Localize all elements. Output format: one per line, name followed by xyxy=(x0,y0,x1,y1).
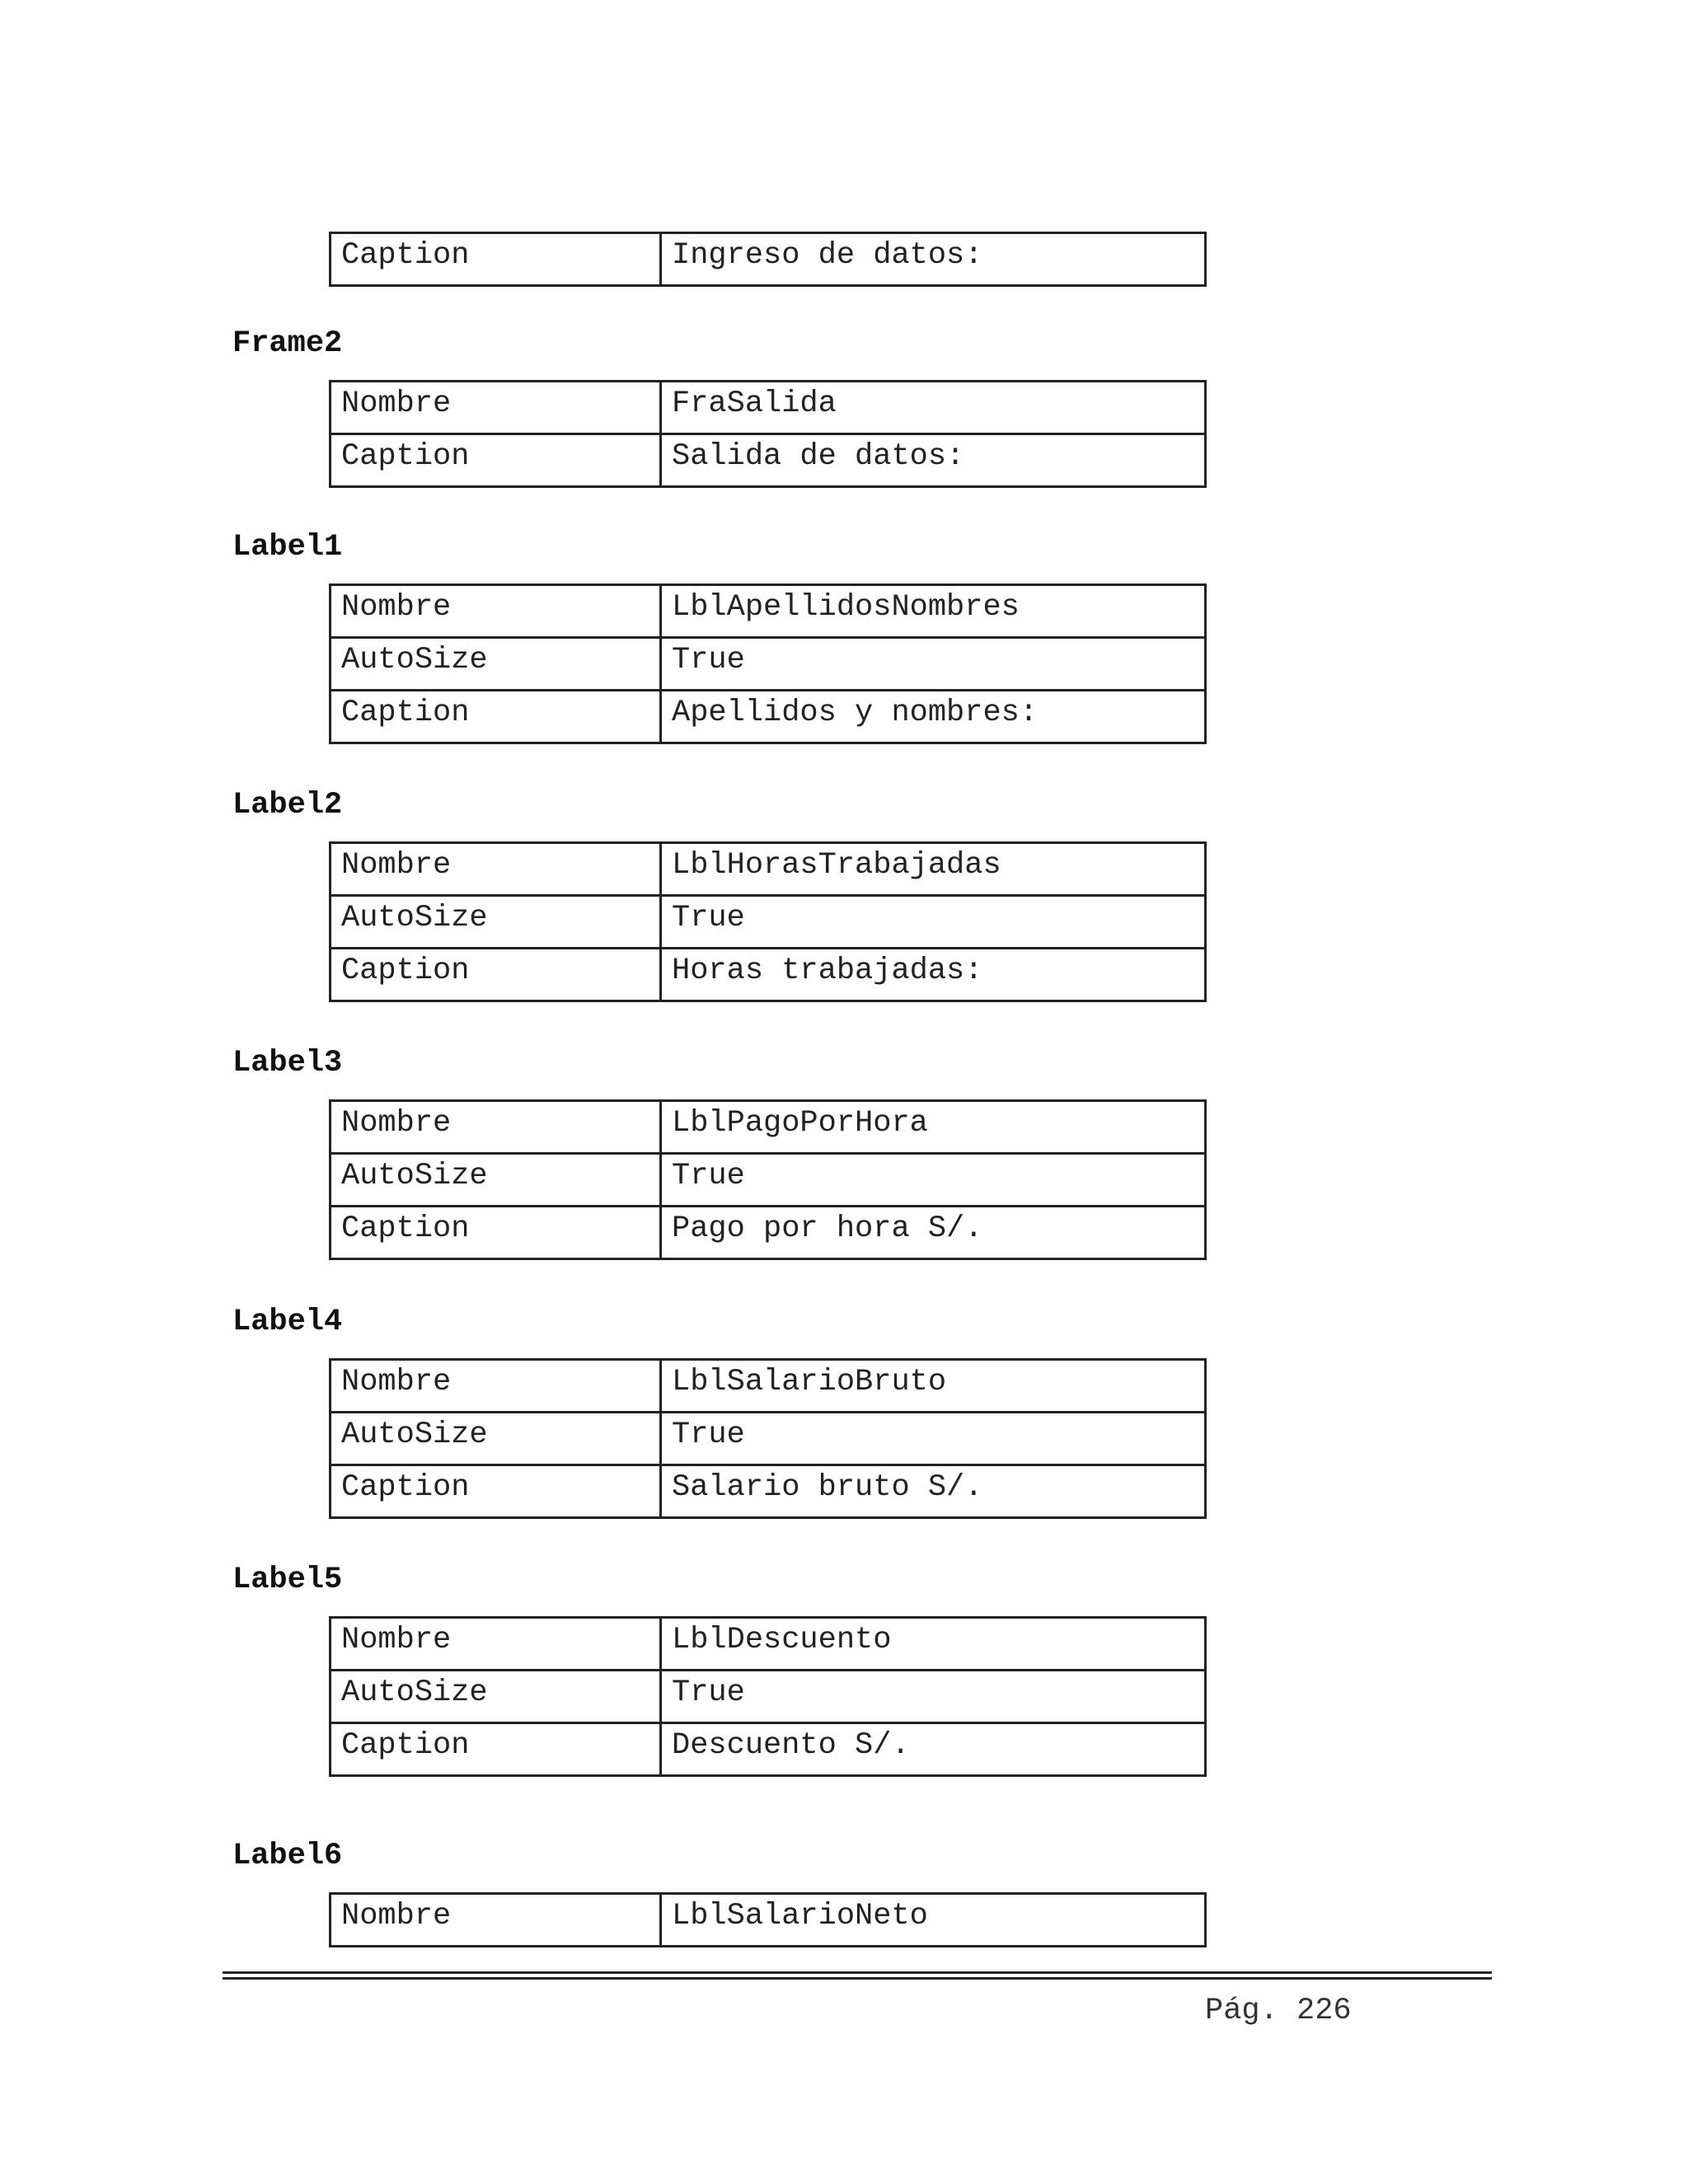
table-row xyxy=(331,1723,1206,1776)
property-value-cell: LblApellidosNombres xyxy=(661,585,1206,638)
property-table xyxy=(329,1616,1207,1777)
table-row xyxy=(331,691,1206,743)
property-table xyxy=(329,380,1207,488)
footer-rule-top xyxy=(223,1971,1492,1974)
property-table xyxy=(329,1358,1207,1519)
property-value-cell: LblPagoPorHora xyxy=(661,1101,1206,1154)
property-name-cell: Nombre xyxy=(331,585,661,638)
property-value-cell: Salario bruto S/. xyxy=(661,1465,1206,1518)
property-name-cell: AutoSize xyxy=(331,1154,661,1207)
property-value-cell: LblSalarioBruto xyxy=(661,1360,1206,1413)
property-name-cell: Caption xyxy=(331,434,661,487)
table-row xyxy=(331,434,1206,487)
section-heading: Label5 xyxy=(232,1563,343,1597)
property-value-cell: Salida de datos: xyxy=(661,434,1206,487)
footer-rule-bottom xyxy=(223,1977,1492,1980)
section-heading: Label2 xyxy=(232,788,343,823)
property-name-cell: AutoSize xyxy=(331,638,661,691)
section-heading: Label4 xyxy=(232,1305,343,1339)
table-row xyxy=(331,1360,1206,1413)
property-name-cell: Nombre xyxy=(331,1618,661,1671)
table-row xyxy=(331,1618,1206,1671)
property-value-cell: True xyxy=(661,638,1206,691)
table-row xyxy=(331,1101,1206,1154)
property-name-cell: Caption xyxy=(331,949,661,1001)
table-row xyxy=(331,1894,1206,1947)
property-value-cell: Ingreso de datos: xyxy=(661,233,1206,286)
property-value-cell: FraSalida xyxy=(661,382,1206,434)
property-value-cell: True xyxy=(661,896,1206,949)
property-name-cell: Caption xyxy=(331,691,661,743)
section-heading: Label6 xyxy=(232,1839,343,1873)
property-name-cell: AutoSize xyxy=(331,1671,661,1723)
property-table xyxy=(329,232,1207,287)
table-row xyxy=(331,843,1206,896)
property-value-cell: True xyxy=(661,1154,1206,1207)
property-name-cell: Nombre xyxy=(331,843,661,896)
property-value-cell: Horas trabajadas: xyxy=(661,949,1206,1001)
table-row xyxy=(331,896,1206,949)
property-value-cell: LblDescuento xyxy=(661,1618,1206,1671)
property-value-cell: True xyxy=(661,1413,1206,1465)
section-heading: Label3 xyxy=(232,1046,343,1080)
property-value-cell: Descuento S/. xyxy=(661,1723,1206,1776)
table-row xyxy=(331,585,1206,638)
property-name-cell: Nombre xyxy=(331,382,661,434)
property-name-cell: AutoSize xyxy=(331,896,661,949)
table-row xyxy=(331,1465,1206,1518)
property-name-cell: Nombre xyxy=(331,1101,661,1154)
property-value-cell: Pago por hora S/. xyxy=(661,1207,1206,1259)
property-name-cell: Caption xyxy=(331,1207,661,1259)
table-row xyxy=(331,638,1206,691)
property-value-cell: True xyxy=(661,1671,1206,1723)
property-value-cell: LblHorasTrabajadas xyxy=(661,843,1206,896)
table-row xyxy=(331,949,1206,1001)
property-name-cell: AutoSize xyxy=(331,1413,661,1465)
property-value-cell: LblSalarioNeto xyxy=(661,1894,1206,1947)
property-name-cell: Caption xyxy=(331,233,661,286)
table-row xyxy=(331,1671,1206,1723)
property-name-cell: Nombre xyxy=(331,1894,661,1947)
property-value-cell: Apellidos y nombres: xyxy=(661,691,1206,743)
table-row xyxy=(331,1413,1206,1465)
property-table xyxy=(329,1099,1207,1260)
table-row xyxy=(331,382,1206,434)
section-heading: Label1 xyxy=(232,530,343,565)
property-table xyxy=(329,1892,1207,1947)
table-row xyxy=(331,233,1206,286)
property-table xyxy=(329,841,1207,1002)
property-name-cell: Nombre xyxy=(331,1360,661,1413)
page-number: Pág. 226 xyxy=(1205,1994,1352,2028)
property-name-cell: Caption xyxy=(331,1465,661,1518)
property-table xyxy=(329,583,1207,744)
table-row xyxy=(331,1154,1206,1207)
table-row xyxy=(331,1207,1206,1259)
property-name-cell: Caption xyxy=(331,1723,661,1776)
section-heading: Frame2 xyxy=(232,326,343,361)
